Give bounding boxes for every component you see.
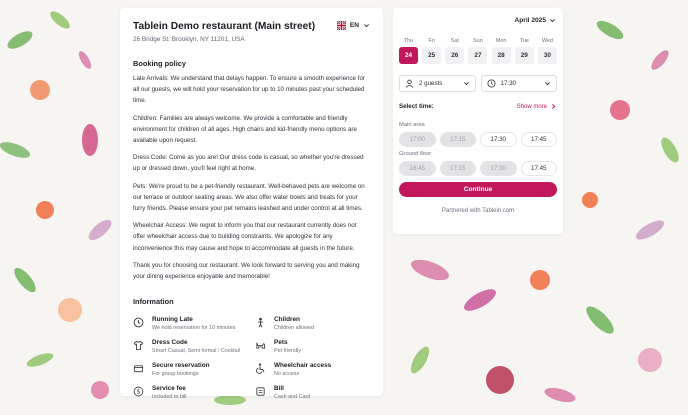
day-fri[interactable]	[422, 38, 441, 64]
chevron-down-icon	[549, 17, 556, 24]
card-icon	[133, 363, 144, 374]
time-slot-disabled: 16:45	[399, 161, 436, 176]
user-icon	[405, 79, 414, 88]
chevron-down-icon	[363, 22, 370, 29]
partner-text[interactable]: Partnered with Tablein.com	[441, 208, 515, 214]
wheelchair-icon	[255, 363, 266, 374]
day-name: Sun	[473, 38, 483, 44]
guests-select[interactable]	[399, 75, 476, 92]
chevron-right-icon	[550, 103, 557, 110]
policy-paragraph: Wheelchair Access: We regret to inform you that our restaurant currently does not offer wheelchair access due to building constraints. We apologize for any inconvenience this may cause and hope to accommodate all guests in the future.	[133, 222, 357, 252]
booking-policy	[133, 59, 370, 282]
info-service-fee	[133, 384, 255, 401]
select-time-label: Select time:	[399, 103, 434, 110]
clock-icon	[487, 79, 496, 88]
booking-widget	[393, 8, 563, 234]
time-select[interactable]	[481, 75, 558, 92]
clock-icon	[133, 317, 144, 328]
day-name: Fri	[428, 38, 435, 44]
info-secure-reservation	[133, 361, 255, 378]
month-selector[interactable]	[514, 17, 556, 24]
info-name: Secure reservation	[152, 362, 210, 370]
day-number: 25	[422, 47, 441, 64]
information-title: Information	[133, 297, 174, 307]
shirt-icon	[133, 340, 144, 351]
day-number: 26	[445, 47, 464, 64]
information-grid	[133, 315, 370, 401]
policy-paragraph: Late Arrivals: We understand that delays happen. To ensure a smooth experience for all our guests, we will hold your reservation for up to 10 minutes past your scheduled time.	[133, 75, 365, 105]
day-number: 29	[515, 47, 534, 64]
svg-text:$: $	[136, 388, 141, 396]
info-pets	[255, 338, 375, 355]
day-name: Wed	[541, 38, 553, 44]
info-name: Service fee	[152, 385, 186, 393]
show-more-label: Show more	[516, 103, 547, 110]
dollar-icon	[133, 386, 144, 397]
pet-icon	[255, 340, 266, 351]
date-picker	[399, 38, 557, 64]
show-more-link[interactable]	[517, 103, 557, 110]
info-bill	[255, 384, 375, 401]
time-slot-disabled: 17:15	[440, 132, 477, 147]
main-area-slots	[399, 132, 557, 147]
day-sun[interactable]	[468, 38, 487, 64]
policy-paragraph: Children: Families are always welcome. We provide a comfortable and friendly environment for children of all ages. High chairs and kid-friendly menu options are available upon request.	[133, 114, 357, 145]
language-code: EN	[349, 22, 359, 29]
child-icon	[255, 317, 266, 328]
day-name: Thu	[403, 38, 414, 44]
info-name: Children	[274, 316, 300, 324]
time-slot-disabled: 17:15	[440, 161, 477, 176]
day-mon[interactable]	[492, 38, 511, 64]
continue-button[interactable]: Continue	[399, 182, 557, 197]
day-wed[interactable]	[538, 38, 557, 64]
policy-paragraph: Thank you for choosing our restaurant. We look forward to serving you and making your dining experience enjoyable and memorable!	[133, 261, 360, 281]
day-thu[interactable]	[399, 38, 418, 64]
day-sat[interactable]	[445, 38, 464, 64]
time-slot-disabled: 17:00	[399, 132, 436, 147]
day-number: 28	[492, 47, 511, 64]
area-ground-label: Ground floor	[399, 151, 432, 157]
info-wheelchair-access	[255, 361, 375, 378]
time-slot[interactable]: 17:30	[480, 132, 517, 147]
day-tue[interactable]	[515, 38, 534, 64]
info-name: Running Late	[152, 316, 193, 324]
day-number: 27	[468, 47, 487, 64]
info-name: Wheelchair access	[274, 362, 332, 370]
month-label: April 2025	[514, 17, 546, 24]
booking-policy-title: Booking policy	[133, 59, 186, 68]
info-desc: Pet friendly	[274, 348, 301, 355]
chevron-down-icon	[463, 80, 470, 87]
time-slot-disabled: 17:30	[480, 161, 517, 176]
info-running-late	[133, 315, 255, 332]
restaurant-address: 26 Bridge St, Brooklyn, NY 11201, USA	[133, 36, 245, 43]
ground-floor-slots	[399, 161, 557, 176]
time-slot[interactable]: 17:45	[521, 161, 558, 176]
policy-paragraph: Pets: We're proud to be a pet-friendly restaurant. Well-behaved pets are welcome on our terrace or outdoor seating areas. We also offer water bowls and treats for your furry friends. Please ensure your pet remains leashed and under control at all times.	[133, 182, 365, 213]
info-desc: Included to bill	[152, 394, 187, 401]
info-name: Dress Code	[152, 339, 188, 347]
info-desc: Smart Casual, Semi formal / Cocktail	[152, 348, 241, 355]
info-desc: For group bookings	[152, 371, 199, 378]
info-desc: We hold reservation for 10 minutes	[152, 325, 236, 332]
language-selector[interactable]	[337, 21, 370, 30]
info-name: Bill	[274, 385, 284, 393]
guests-value: 2 guests	[419, 80, 443, 87]
info-name: Pets	[274, 339, 288, 347]
uk-flag-icon	[337, 21, 346, 30]
info-dress-code	[133, 338, 255, 355]
bill-icon	[255, 386, 266, 397]
day-name: Tue	[519, 38, 529, 44]
time-slot[interactable]: 17:45	[521, 132, 558, 147]
info-desc: No access	[274, 371, 300, 378]
restaurant-info-card	[120, 8, 383, 401]
chevron-down-icon	[544, 80, 551, 87]
info-desc: Children allowed	[274, 325, 314, 332]
day-name: Sat	[450, 38, 459, 44]
area-main-label: Main area	[399, 122, 425, 128]
time-value: 17:30	[500, 80, 516, 87]
day-name: Mon	[495, 38, 507, 44]
info-children	[255, 315, 375, 332]
restaurant-name: Tablein Demo restaurant (Main street)	[133, 21, 316, 32]
info-desc: Cash and Card	[274, 394, 311, 401]
day-number: 24	[399, 47, 418, 64]
day-number: 30	[538, 47, 557, 64]
policy-paragraph: Dress Code: Come as you are! Our dress code is casual, so whether you're dressed up or dressed down, you'll feel right at home.	[133, 154, 364, 173]
